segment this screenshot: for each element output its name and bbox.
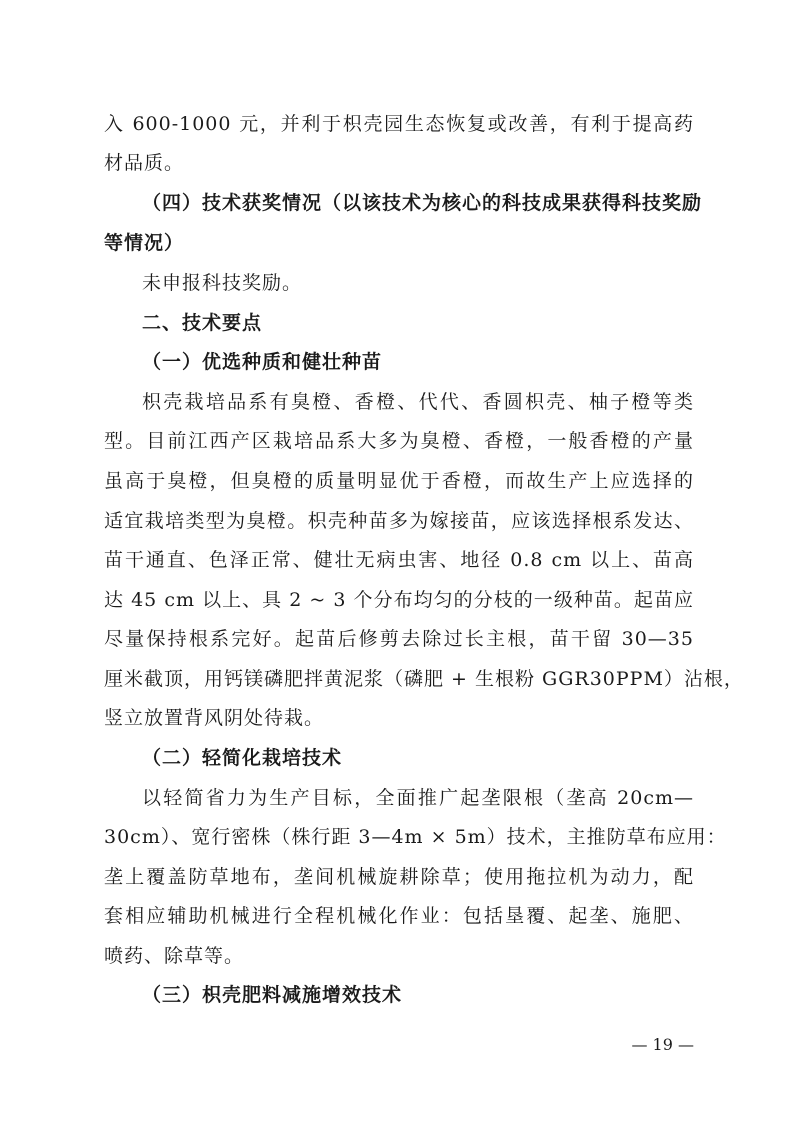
paragraph-line: 竖立放置背风阴处待栽。 bbox=[104, 707, 325, 729]
paragraph-line: 苗干通直、色泽正常、健壮无病虫害、地径 0.8 cm 以上、苗高 bbox=[104, 549, 694, 571]
paragraph-line: 材品质。 bbox=[104, 152, 185, 174]
page-number: — 19 — bbox=[631, 1035, 694, 1054]
heading-simplified: （二）轻简化栽培技术 bbox=[142, 747, 343, 769]
section-title: 二、技术要点 bbox=[142, 312, 263, 334]
paragraph-line: 30cm）、宽行密株（株行距 3—4m × 5m）技术，主推防草布应用： bbox=[104, 826, 727, 848]
paragraph-line: 以轻简省力为生产目标，全面推广起垄限根（垄高 20cm— bbox=[142, 787, 694, 809]
paragraph-line: 尽量保持根系完好。起苗后修剪去除过长主根，苗干留 30—35 bbox=[104, 628, 694, 650]
paragraph-line: 厘米截顶，用钙镁磷肥拌黄泥浆（磷肥 + 生根粉 GGR30PPM）沾根， bbox=[104, 668, 744, 690]
paragraph-line: 枳壳栽培品系有臭橙、香橙、代代、香圆枳壳、柚子橙等类 bbox=[142, 391, 694, 413]
paragraph-line: 虽高于臭橙，但臭橙的质量明显优于香橙，而故生产上应选择的 bbox=[104, 470, 694, 492]
heading-awards-continued: 等情况） bbox=[104, 232, 185, 254]
paragraph-line: 套相应辅助机械进行全程机械化作业：包括垦覆、起垄、施肥、 bbox=[104, 905, 694, 927]
heading-awards: （四）技术获奖情况（以该技术为核心的科技成果获得科技奖励 bbox=[142, 192, 703, 214]
paragraph-line: 喷药、除草等。 bbox=[104, 945, 245, 967]
heading-seed: （一）优选种质和健壮种苗 bbox=[142, 351, 383, 373]
paragraph-line: 垄上覆盖防草地布，垄间机械旋耕除草；使用拖拉机为动力，配 bbox=[104, 866, 694, 888]
paragraph-line: 型。目前江西产区栽培品系大多为臭橙、香橙，一般香橙的产量 bbox=[104, 430, 694, 452]
paragraph-awards: 未申报科技奖励。 bbox=[142, 272, 303, 294]
paragraph-line: 入 600-1000 元，并利于枳壳园生态恢复或改善，有利于提高药 bbox=[104, 113, 694, 135]
paragraph-line: 适宜栽培类型为臭橙。枳壳种苗多为嫁接苗，应该选择根系发达、 bbox=[104, 510, 694, 532]
paragraph-line: 达 45 cm 以上、具 2 ~ 3 个分布均匀的分枝的一级种苗。起苗应 bbox=[104, 589, 694, 611]
heading-fertilizer: （三）枳壳肥料减施增效技术 bbox=[142, 984, 403, 1006]
